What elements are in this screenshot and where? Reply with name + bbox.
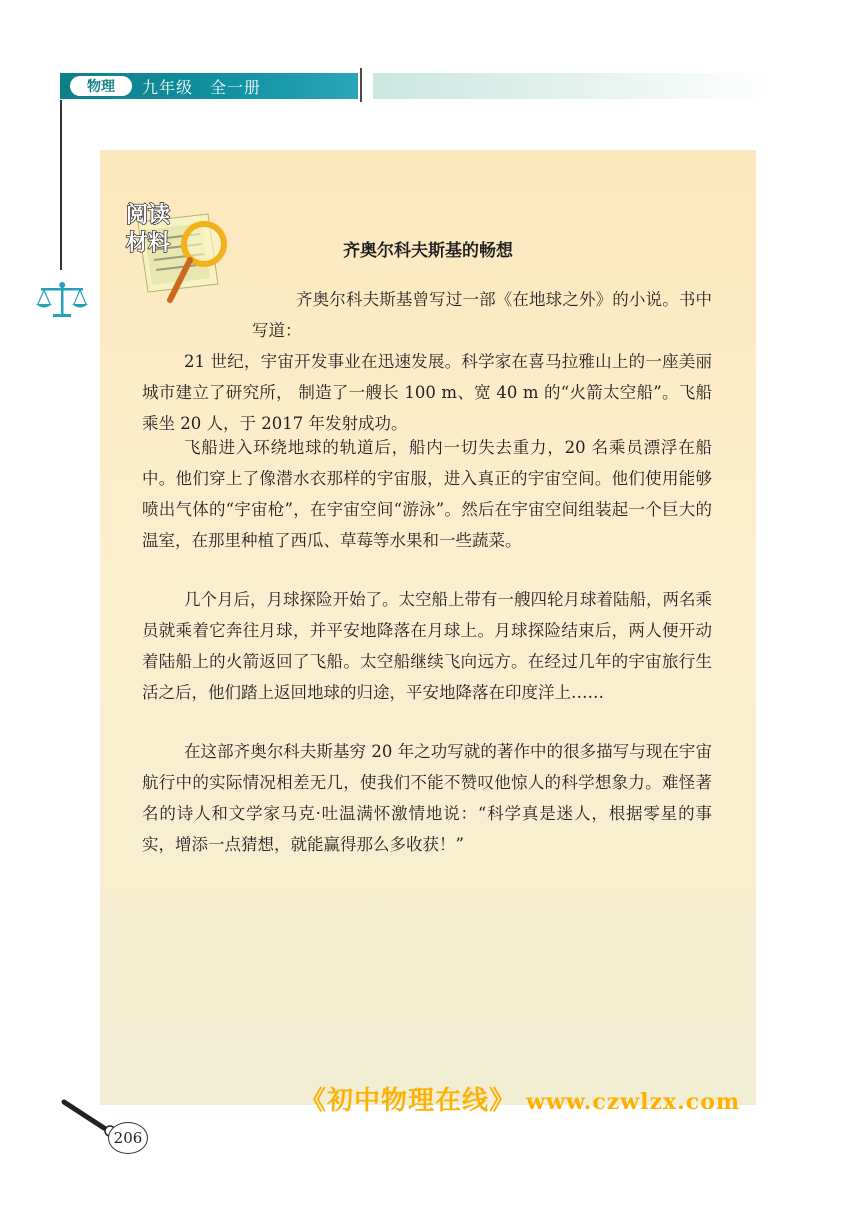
paragraph-4: 几个月后，月球探险开始了。太空船上带有一艘四轮月球着陆船，两名乘员就乘着它奔往月球，并平安地降落在月球上。月球探险结束后，两人便开动着陆船上的火箭返回了飞船。太空船继续飞向远方。在经过几年的宇宙旅行生活之后，他们踏上返回地球的归途，平安地降落在印度洋上…… xyxy=(142,590,712,702)
grade-label: 九年级 全一册 xyxy=(142,77,262,97)
article-title: 齐奥尔科夫斯基的畅想 xyxy=(343,241,513,261)
page-number: 206 xyxy=(108,1122,148,1154)
header-gradient-band xyxy=(373,73,773,99)
paragraph-intro: 齐奥尔科夫斯基曾写过一部《在地球之外》的小说。书中写道： xyxy=(252,290,712,340)
header-bar xyxy=(60,73,358,99)
paragraph-2: 21 世纪，宇宙开发事业在迅速发展。科学家在喜马拉雅山上的一座美丽城市建立了研究所， 制造了一艘长 100 m、宽 40 m 的“火箭太空船”。飞船乘坐 20 人，于 2017 年发射成功。 xyxy=(142,352,712,433)
badge-line2: 材料 xyxy=(126,231,171,256)
margin-line xyxy=(60,100,62,270)
watermark xyxy=(300,1080,840,1117)
header-separator xyxy=(360,68,362,102)
subject-label: 物理 xyxy=(70,76,132,96)
paragraph-3: 飞船进入环绕地球的轨道后，船内一切失去重力，20 名乘员漂浮在船中。他们穿上了像潜水衣那样的宇宙服，进入真正的宇宙空间。他们使用能够喷出气体的“宇宙枪”，在宇宙空间“游泳”。然后在宇宙空间组装起一个巨大的温室，在那里种植了西瓜、草莓等水果和一些蔬菜。 xyxy=(142,438,712,550)
watermark-site-name: 《初中物理在线》 xyxy=(300,1086,517,1116)
balance-scale-icon xyxy=(35,280,89,320)
paragraph-5: 在这部齐奥尔科夫斯基穷 20 年之功写就的著作中的很多描写与现在宇宙航行中的实际情况相差无几，使我们不能不赞叹他惊人的科学想象力。难怪著名的诗人和文学家马克·吐温满怀激情地说：“科学真是迷人，根据零星的事实，增添一点猜想，就能赢得那么多收获！” xyxy=(142,742,712,854)
watermark-url: www.czwlzx.com xyxy=(526,1089,741,1115)
badge-line1: 阅读 xyxy=(126,203,171,228)
